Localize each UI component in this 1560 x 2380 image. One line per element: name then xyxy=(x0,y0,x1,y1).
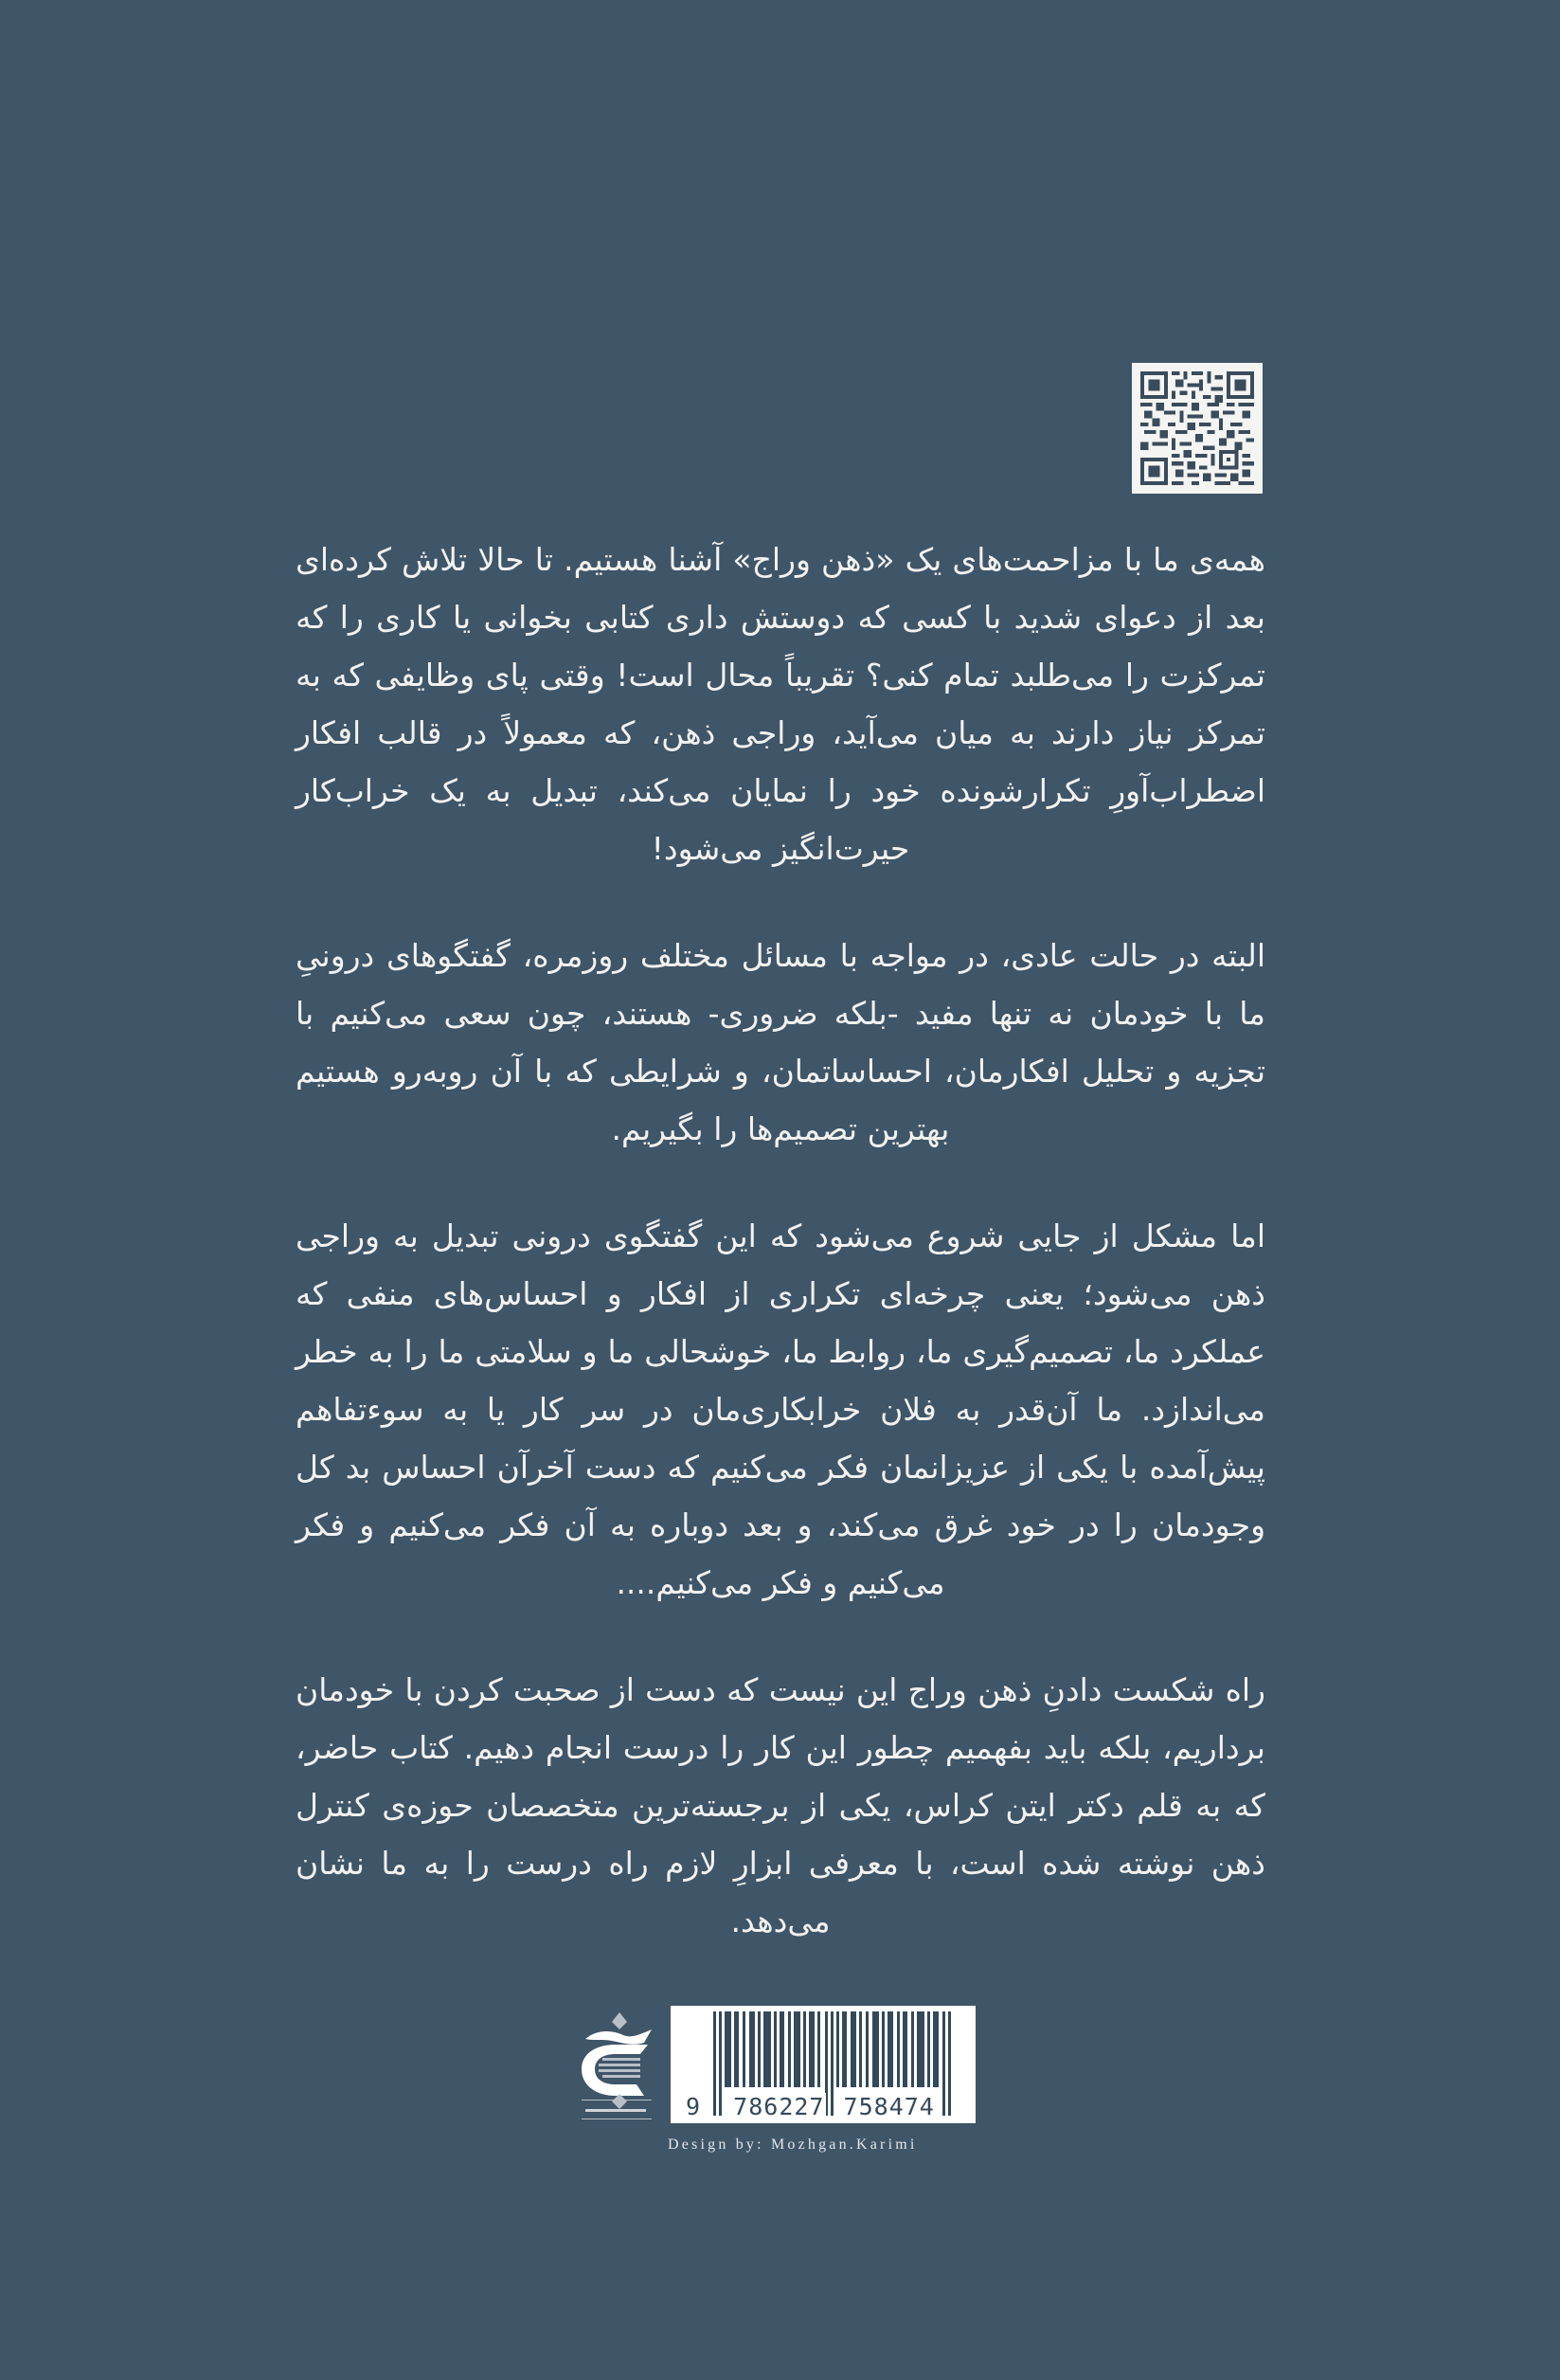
qr-code-icon xyxy=(1140,371,1254,485)
isbn-digits xyxy=(686,2095,960,2119)
paragraph-1: همه‌ی ما با مزاحمت‌های یک «ذهن وراج» آشنا هستیم. تا حالا تلاش کرده‌ای بعد از دعوای شدید با کسی که دوستش داری کتابی بخوانی یا کاری را که تمرکزت را می‌طلبد تمام کنی؟ تقریباً محال است! وقتی پای وظایفی که به تمرکز نیاز دارند به میان می‌آید، وراجی ذهن، که معمولاً در قالب افکار اضطراب‌آورِ تکرارشونده خود را نمایان می‌کند، تبدیل به یک خراب‌کار حیرت‌انگیز می‌شود! xyxy=(296,541,1265,867)
isbn-group-2: 758474 xyxy=(843,2093,935,2120)
back-cover-blurb xyxy=(296,531,1265,1950)
isbn-first-digit: 9 xyxy=(686,2093,702,2120)
designer-credit: Design by: Mozhgan.Karimi xyxy=(668,2137,918,2153)
publisher-logo-icon xyxy=(578,2010,654,2120)
isbn-group-1: 786227 xyxy=(733,2093,825,2120)
paragraph-2: البته در حالت عادی، در مواجه با مسائل مختلف روزمره، گفتگوهای درونیِ ما با خودمان نه تنها مفید -بلکه ضروری- هستند، چون سعی می‌کنیم با تجزیه و تحلیل افکارمان، احساساتمان، و شرایطی که با آن روبه‌رو هستیم بهترین تصمیم‌ها را بگیریم. xyxy=(296,937,1265,1147)
paragraph-4: راه شکست دادنِ ذهن وراج این نیست که دست از صحبت کردن با خودمان برداریم، بلکه باید بفهمیم چطور این کار را درست انجام دهیم. کتاب حاضر، که به قلم دکتر ایتن کراس، یکی از برجسته‌ترین متخصصان حوزه‌ی کنترل ذهن نوشته شده است، با معرفی ابزارِ لازم راه درست را به ما نشان می‌دهد. xyxy=(296,1671,1265,1939)
isbn-barcode xyxy=(671,2006,976,2123)
qr-code xyxy=(1132,363,1263,494)
paragraph-3: اما مشکل از جایی شروع می‌شود که این گفتگوی درونی تبدیل به وراجی ذهن می‌شود؛ یعنی چرخه‌ای تکراری از افکار و احساس‌های منفی که عملکرد ما، تصمیم‌گیری ما، روابط ما، خوشحالی ما و سلامتی ما را به خطر می‌اندازد. ما آن‌قدر به فلان خرابکاری‌مان در سر کار یا به سوءتفاهم پیش‌آمده با یکی از عزیزانمان فکر می‌کنیم که دست آخرآن احساس بد کل وجودمان را در خود غرق می‌کند، و بعد دوباره به آن فکر می‌کنیم و فکر می‌کنیم و فکر می‌کنیم.... xyxy=(296,1217,1265,1601)
publisher-logo xyxy=(578,2010,654,2120)
